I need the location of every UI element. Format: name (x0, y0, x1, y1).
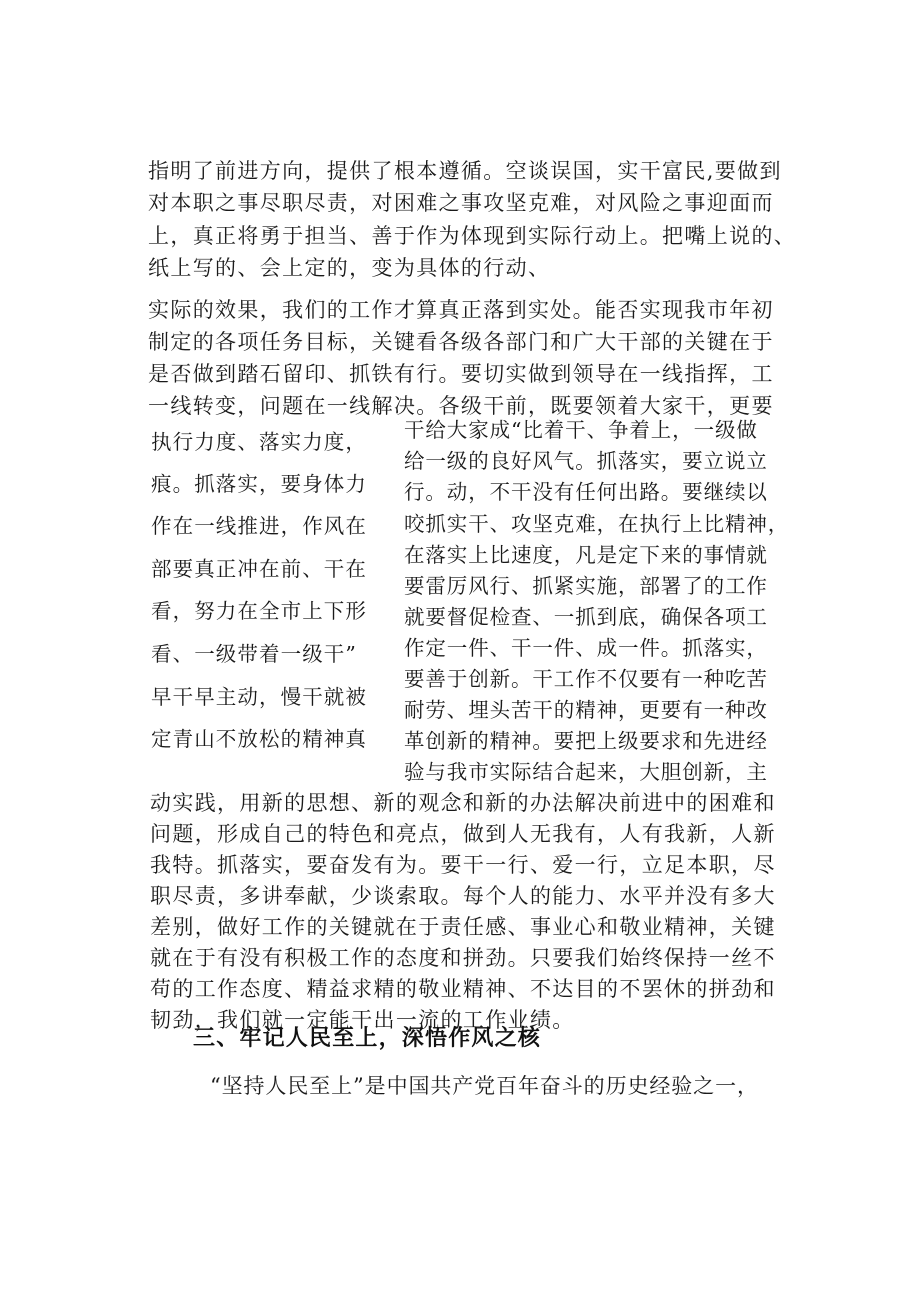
text-line: 我特。抓落实，要奋发有为。要干一行、爱一行，立足本职，尽 (150, 853, 776, 877)
text-line: 要善于创新。干工作不仅要有一种吃苦 (404, 667, 768, 691)
text-line: 韧劲，我们就一定能干出一流的工作业绩。 (150, 1008, 575, 1032)
text-line: 指明了前进方向，提供了根本遵循。空谈误国，实干富民,要做到 (148, 159, 782, 183)
text-line: 一线转变，问题在一线解决。各级干前，既要领着大家干，更要 (148, 394, 774, 418)
text-line: 作在一线推进，作风在 (151, 514, 367, 538)
text-line: 就在于有没有积极工作的态度和拼劲。只要我们始终保持一丝不 (150, 946, 776, 970)
text-line: 差别，做好工作的关键就在于责任感、事业心和敬业精神，关键 (150, 915, 776, 939)
text-line: 动实践，用新的思想、新的观念和新的办法解决前进中的困难和 (150, 791, 776, 815)
text-line: 耐劳、埋头苦干的精神，更要有一种改 (404, 698, 768, 722)
text-line: 在落实上比速度，凡是定下来的事情就 (404, 543, 768, 567)
text-line: 咬抓实干、攻坚克难，在执行上比精神， (404, 512, 790, 536)
text-line: 看，努力在全市上下形 (151, 599, 367, 623)
text-line: 就要督促检查、一抓到底，确保各项工 (404, 605, 768, 629)
text-line: 定青山不放松的精神真 (151, 727, 367, 751)
text-line: 纸上写的、会上定的，变为具体的行动、 (148, 256, 551, 280)
text-line: 执行力度、落实力度， (151, 430, 367, 454)
text-line: 是否做到踏石留印、抓铁有行。要切实做到领导在一线指挥，工 (148, 362, 774, 386)
text-line: 部要真正冲在前、干在 (151, 557, 367, 581)
text-line: 给一级的良好风气。抓落实，要立说立 (404, 449, 768, 473)
text-line: 痕。抓落实，要身体力 (151, 472, 367, 496)
text-line: 职尽责，多讲奉献，少谈索取。每个人的能力、水平并没有多大 (150, 884, 776, 908)
text-line: 要雷厉风行、抓紧实施，部署了的工作 (404, 574, 768, 598)
text-line: 制定的各项任务目标，关键看各级各部门和广大干部的关键在于 (148, 330, 774, 354)
text-line: 行。动，不干没有任何出路。要继续以 (404, 480, 768, 504)
text-line: 问题，形成自己的特色和亮点，做到人无我有，人有我新，人新 (150, 822, 776, 846)
paragraph-opening-line: “坚持人民至上”是中国共产党百年奋斗的历史经验之一， (210, 1074, 759, 1098)
text-line: 看、一级带着一级干” (151, 642, 357, 666)
text-line: 对本职之事尽职尽责，对困难之事攻坚克难，对风险之事迎面而 (148, 191, 774, 215)
text-line: 苟的工作态度、精益求精的敬业精神、不达目的不罢休的拼劲和 (150, 977, 776, 1001)
text-line: 早干早主动，慢干就被 (151, 685, 367, 709)
section-heading: 三、牢记人民至上，深悟作风之核 (193, 1026, 542, 1051)
text-line: 验与我市实际结合起来，大胆创新，主 (404, 760, 768, 784)
text-line: 作定一件、干一件、成一件。抓落实， (404, 636, 768, 660)
text-line: 干给大家成“比着干、争着上，一级做 (404, 418, 758, 442)
text-line: 实际的效果，我们的工作才算真正落到实处。能否实现我市年初 (148, 298, 774, 322)
text-line: 上，真正将勇于担当、善于作为体现到实际行动上。把嘴上说的、 (148, 224, 797, 248)
text-line: 革创新的精神。要把上级要求和先进经 (404, 729, 768, 753)
